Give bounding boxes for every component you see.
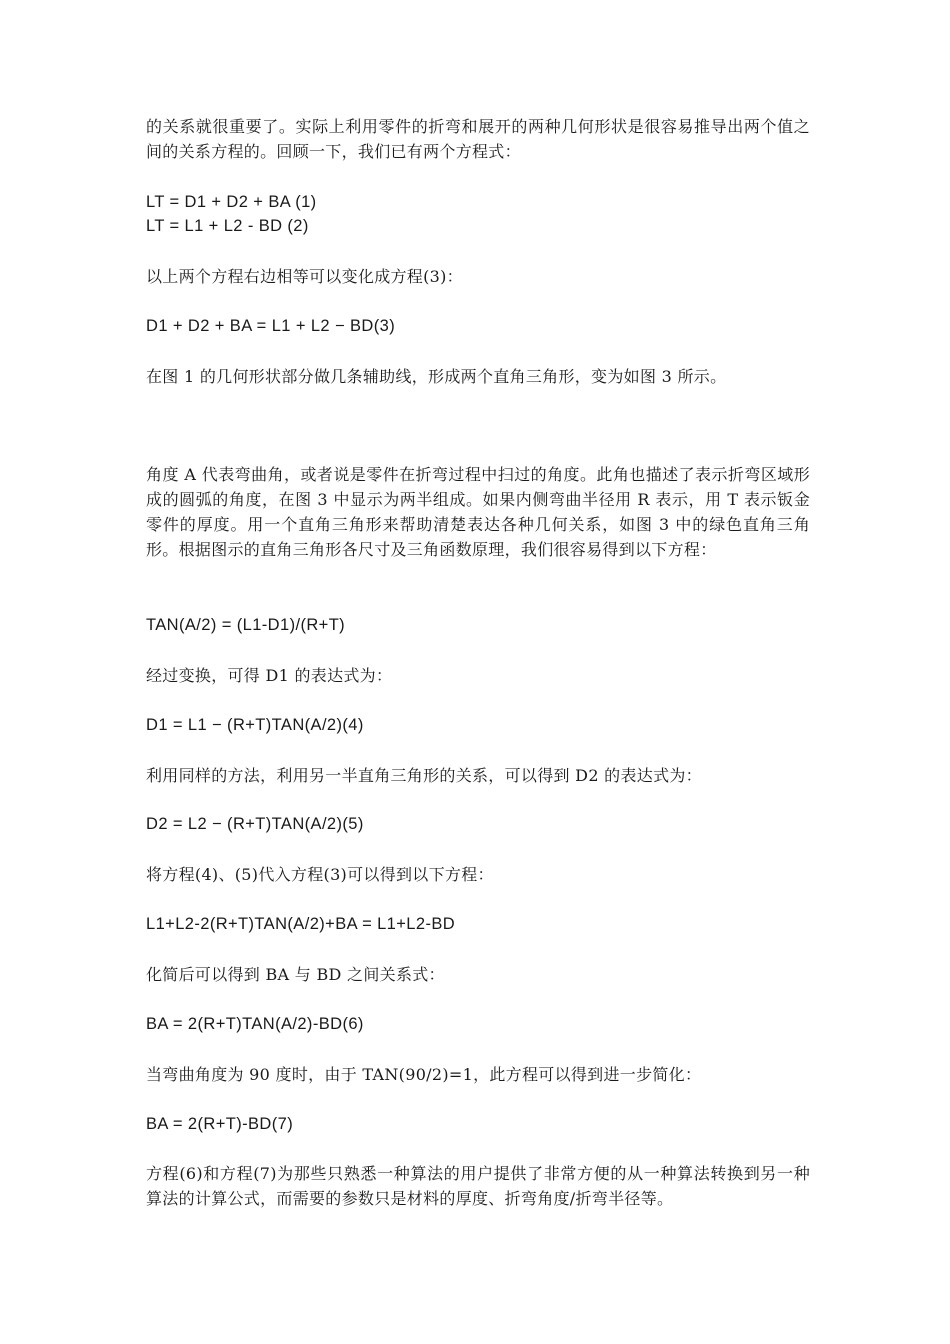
equation-7: BA = 2(R+T)-BD(7) [146, 1115, 294, 1133]
equation-substituted: L1+L2-2(R+T)TAN(A/2)+BA = L1+L2-BD [146, 915, 456, 933]
equation-3: D1 + D2 + BA = L1 + L2 − BD(3) [146, 317, 396, 335]
equation-5: D2 = L2 − (R+T)TAN(A/2)(5) [146, 815, 364, 833]
paragraph-figure: 在图 1 的几何形状部分做几条辅助线，形成两个直角三角形，变为如图 3 所示。 [146, 367, 727, 386]
equation-1: LT = D1 + D2 + BA (1) [146, 193, 317, 211]
equation-tan: TAN(A/2) = (L1-D1)/(R+T) [146, 616, 346, 634]
paragraph-simplify: 化简后可以得到 BA 与 BD 之间关系式： [146, 965, 445, 984]
paragraph-transform: 经过变换，可得 D1 的表达式为： [146, 666, 393, 685]
paragraph-same-method: 利用同样的方法，利用另一半直角三角形的关系，可以得到 D2 的表达式为： [146, 766, 702, 785]
equation-6: BA = 2(R+T)TAN(A/2)-BD(6) [146, 1015, 364, 1033]
paragraph-substitute: 将方程(4)、(5)代入方程(3)可以得到以下方程： [146, 865, 494, 884]
paragraph-combine: 以上两个方程右边相等可以变化成方程(3)： [146, 267, 463, 286]
paragraph-angle: 角度 A 代表弯曲角，或者说是零件在折弯过程中扫过的角度。此角也描述了表示折弯区域形成的圆弧的角度，在图 3 中显示为两半组成。如果内侧弯曲半径用 R 表示，用 T 表示钣金零件的厚度。用一个直角三角形来帮助清楚表达各种几何关系，如图 3 中的绿色直角三角形。根据图示的直角三角形各尺寸及三角函数原理，我们很容易得到以下方程： [146, 465, 810, 559]
intro-paragraph: 的关系就很重要了。实际上利用零件的折弯和展开的两种几何形状是很容易推导出两个值之间的关系方程的。回顾一下，我们已有两个方程式： [146, 117, 810, 161]
equation-2: LT = L1 + L2 - BD (2) [146, 217, 309, 235]
paragraph-conclusion: 方程(6)和方程(7)为那些只熟悉一种算法的用户提供了非常方便的从一种算法转换到另一种算法的计算公式，而需要的参数只是材料的厚度、折弯角度/折弯半径等。 [146, 1164, 810, 1208]
equation-4: D1 = L1 − (R+T)TAN(A/2)(4) [146, 716, 364, 734]
paragraph-90-degree: 当弯曲角度为 90 度时，由于 TAN(90/2)=1，此方程可以得到进一步简化： [146, 1065, 702, 1084]
